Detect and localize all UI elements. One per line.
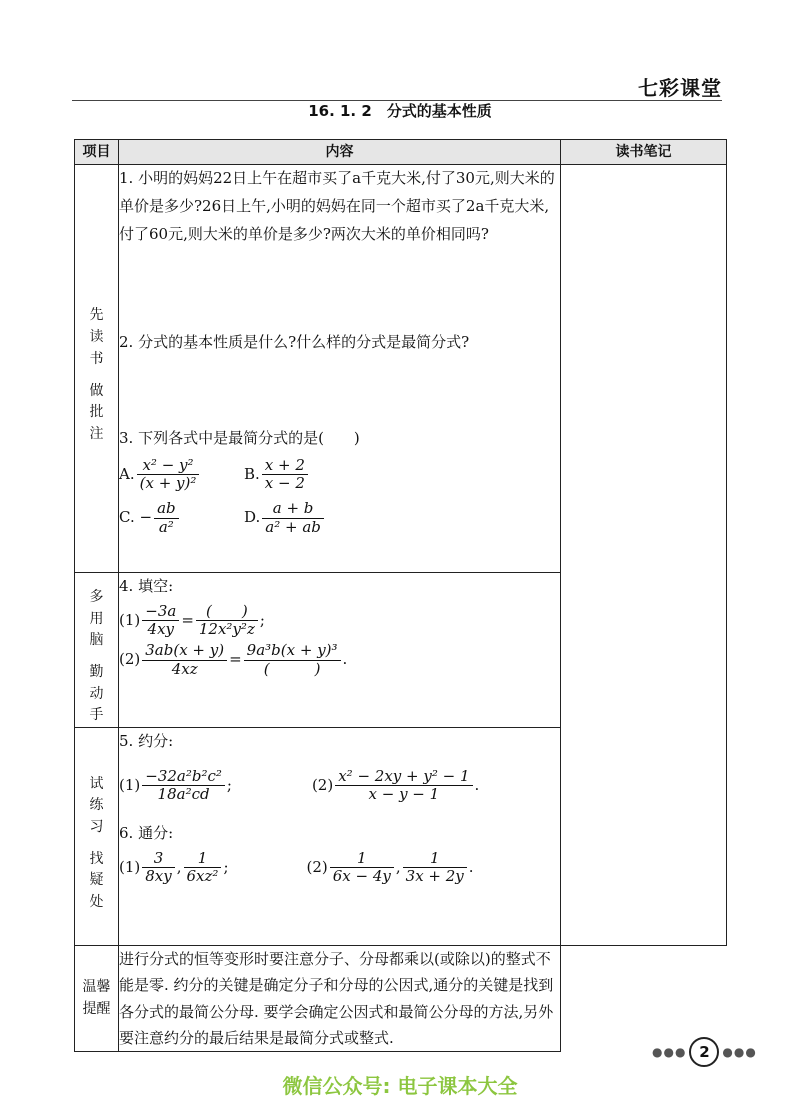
question-2: 2. 分式的基本性质是什么?什么样的分式是最简分式? <box>119 333 470 351</box>
fraction: $\frac{3ab(x + y)}{4xz}$ <box>142 642 227 678</box>
question-1: 1. 小明的妈妈22日上午在超市买了a千克大米,付了30元,则大米的单价是多少?26日上午,小明的妈妈在同一个超市买了2a千克大米,付了60元,则大米的单价是多少?两次大米的单价相同吗? <box>119 169 555 243</box>
option-c: C. − $\frac{ab}{\text{a²}}$ <box>119 500 244 536</box>
logo-text: 七彩课堂 <box>638 76 722 100</box>
fraction: $\frac{x + 2}{x - 2}$ <box>262 457 308 493</box>
options-row-1 <box>119 457 560 493</box>
fraction: $\frac{a + b}{\text{a² + ab}}$ <box>262 500 324 536</box>
fraction: $\frac{\text{x² − 2xy + y² − 1}}{x - y - 1}$ <box>335 768 472 804</box>
fraction: $\frac{1}{\text{6xz²}}$ <box>184 850 222 886</box>
option-b: B. $\frac{x + 2}{x - 2}$ <box>244 457 369 493</box>
section-practice-content <box>119 728 561 946</box>
page-number <box>652 1037 757 1067</box>
section-read-content <box>119 165 561 573</box>
fraction: $\frac{\text{9a³b(x + y)³}}{( )}$ <box>244 642 341 678</box>
fraction: $\frac{ab}{\text{a²}}$ <box>154 500 179 536</box>
tips-blank <box>561 946 727 1052</box>
brand-logo <box>638 72 722 101</box>
notes-column[interactable] <box>561 165 727 946</box>
page-title: 16. 1. 2 分式的基本性质 <box>308 102 492 120</box>
fill-in-1: (1) $\frac{-3a}{4xy}$ = $\frac{( )}{\text{12x²y²z}}$ ; <box>119 601 265 638</box>
study-table <box>74 139 727 1052</box>
dots-decoration: ●●● <box>722 1045 757 1059</box>
section-label-think: 多 用 脑 勤 动 手 <box>75 573 119 728</box>
fraction: $\frac{\text{x² − y²}}{\text{(x + y)²}}$ <box>137 457 200 493</box>
table-header-row <box>75 140 727 165</box>
section-label-tips: 温馨 提醒 <box>75 946 119 1052</box>
fill-in-2: (2) $\frac{3ab(x + y)}{4xz}$ = $\frac{\text{9a³b(x + y)³}}{( )}$ . <box>119 641 348 678</box>
fraction: $\frac{-3a}{4xy}$ <box>142 603 179 639</box>
section-label-practice: 试 练 习 找 疑 处 <box>75 728 119 946</box>
question-6: 6. 通分: <box>119 823 174 842</box>
page-number-circle: 2 <box>689 1037 719 1067</box>
options-row-2 <box>119 500 560 536</box>
header-content: 内容 <box>119 140 561 165</box>
fraction: $\frac{( )}{\text{12x²y²z}}$ <box>196 603 258 639</box>
section-read-row <box>75 165 727 573</box>
section-label-read: 先 读 书 做 批 注 <box>75 165 119 573</box>
fraction: $\frac{\text{−32a²b²c²}}{\text{18a²cd}}$ <box>142 768 225 804</box>
fraction: $\frac{1}{3x + 2y}$ <box>403 850 467 886</box>
section-tips-row <box>75 946 727 1052</box>
reduce-row: (1) $\frac{\text{−32a²b²c²}}{\text{18a²cd}}$ ; (2) $\frac{\text{x² − 2xy + y² − 1}}{x - y - 1}$ . <box>119 767 480 804</box>
fraction: $\frac{3}{8xy}$ <box>142 850 174 886</box>
fraction: $\frac{1}{6x - 4y}$ <box>330 850 394 886</box>
watermark: 微信公众号: 电子课本大全 <box>282 1074 518 1098</box>
option-a: A. $\frac{\text{x² − y²}}{\text{(x + y)²}}$ <box>119 457 244 493</box>
dots-decoration: ●●● <box>652 1045 687 1059</box>
section-think-content <box>119 573 561 728</box>
header-item: 项目 <box>75 140 119 165</box>
tips-text: 进行分式的恒等变形时要注意分子、分母都乘以(或除以)的整式不能是零. 约分的关键是确定分子和分母的公因式,通分的关键是找到各分式的最简公分母. 要学会确定公因式和最简公分母的方法,另外要注意约分的最后结果是最简分式或整式. <box>119 946 561 1052</box>
question-5: 5. 约分: <box>119 732 174 751</box>
question-4: 4. 填空: <box>119 577 174 595</box>
question-3: 3. 下列各式中是最简分式的是( ) <box>119 429 360 447</box>
common-denominator-row: (1) $\frac{3}{8xy}$ , $\frac{1}{\text{6xz²}}$ ; (2) $\frac{1}{6x - 4y}$ , $\frac{1}{3x + 2y}$ . <box>119 848 474 885</box>
header-notes: 读书笔记 <box>561 140 727 165</box>
option-d: D. $\frac{a + b}{\text{a² + ab}}$ <box>244 500 369 536</box>
